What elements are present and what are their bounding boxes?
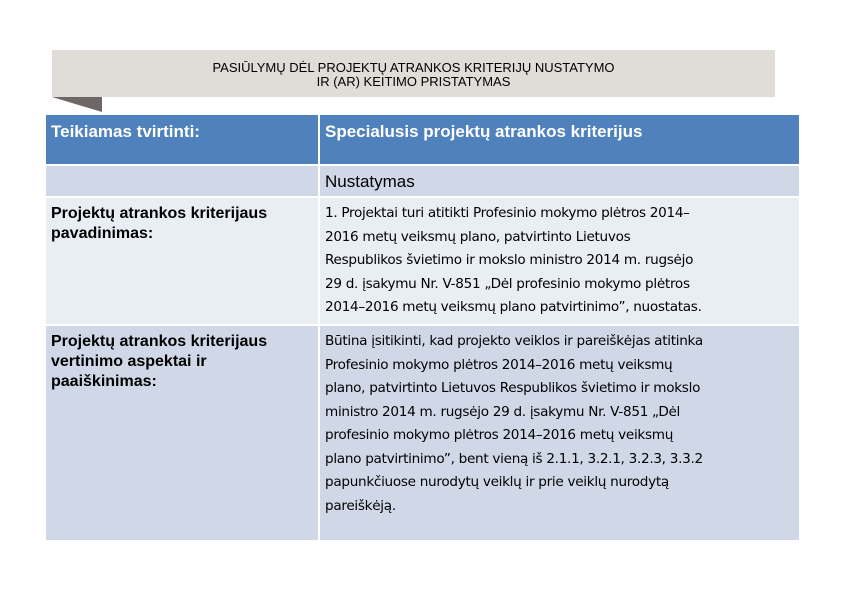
header-left: Teikiamas tvirtinti: [45, 114, 319, 165]
row-value: Būtina įsitikinti, kad projekto veiklos ir pareiškėjas atitinka Profesinio mokymo plėtros 2014–2016 metų veiksmų plano, patvirtinto Lietuvos Respublikos švietimo ir mokslo ministro 2014 m. rugsėjo 29 d. įsakymu Nr. V-851 „Dėl profesinio mokymo plėtros 2014–2016 metų veiksmų plano patvirtinimo”, bent vieną iš 2.1.1, 3.2.1, 3.2.3, 3.3.2 papunkčiuose nurodytų veiklų ir prie veiklų nurodytą pareiškėją. [319, 325, 800, 541]
slide-title-line1: PASIŪLYMŲ DĖL PROJEKTŲ ATRANKOS KRITERIJŲ NUSTATYMO [212, 60, 615, 75]
criteria-table [44, 113, 801, 542]
table-subheader-row [45, 165, 800, 197]
subheader-left [45, 165, 319, 197]
slide-title-line2: IR (AR) KEITIMO PRISTATYMAS [316, 74, 511, 89]
table-header-row [45, 114, 800, 165]
header-right: Specialusis projektų atrankos kriterijus [319, 114, 800, 165]
table-row [45, 325, 800, 541]
table-row [45, 197, 800, 325]
row-value: 1. Projektai turi atitikti Profesinio mokymo plėtros 2014– 2016 metų veiksmų plano, patvirtinto Lietuvos Respublikos švietimo ir mokslo ministro 2014 m. rugsėjo 29 d. įsakymu Nr. V-851 „Dėl profesinio mokymo plėtros 2014–2016 metų veiksmų plano patvirtinimo”, nuostatas. [319, 197, 800, 325]
slide-title-banner [52, 50, 775, 97]
subheader-right: Nustatymas [319, 165, 800, 197]
row-label: Projektų atrankos kriterijaus vertinimo aspektai ir paaiškinimas: [45, 325, 319, 541]
row-label: Projektų atrankos kriterijaus pavadinimas: [45, 197, 319, 325]
banner-fold-decoration [52, 97, 102, 112]
